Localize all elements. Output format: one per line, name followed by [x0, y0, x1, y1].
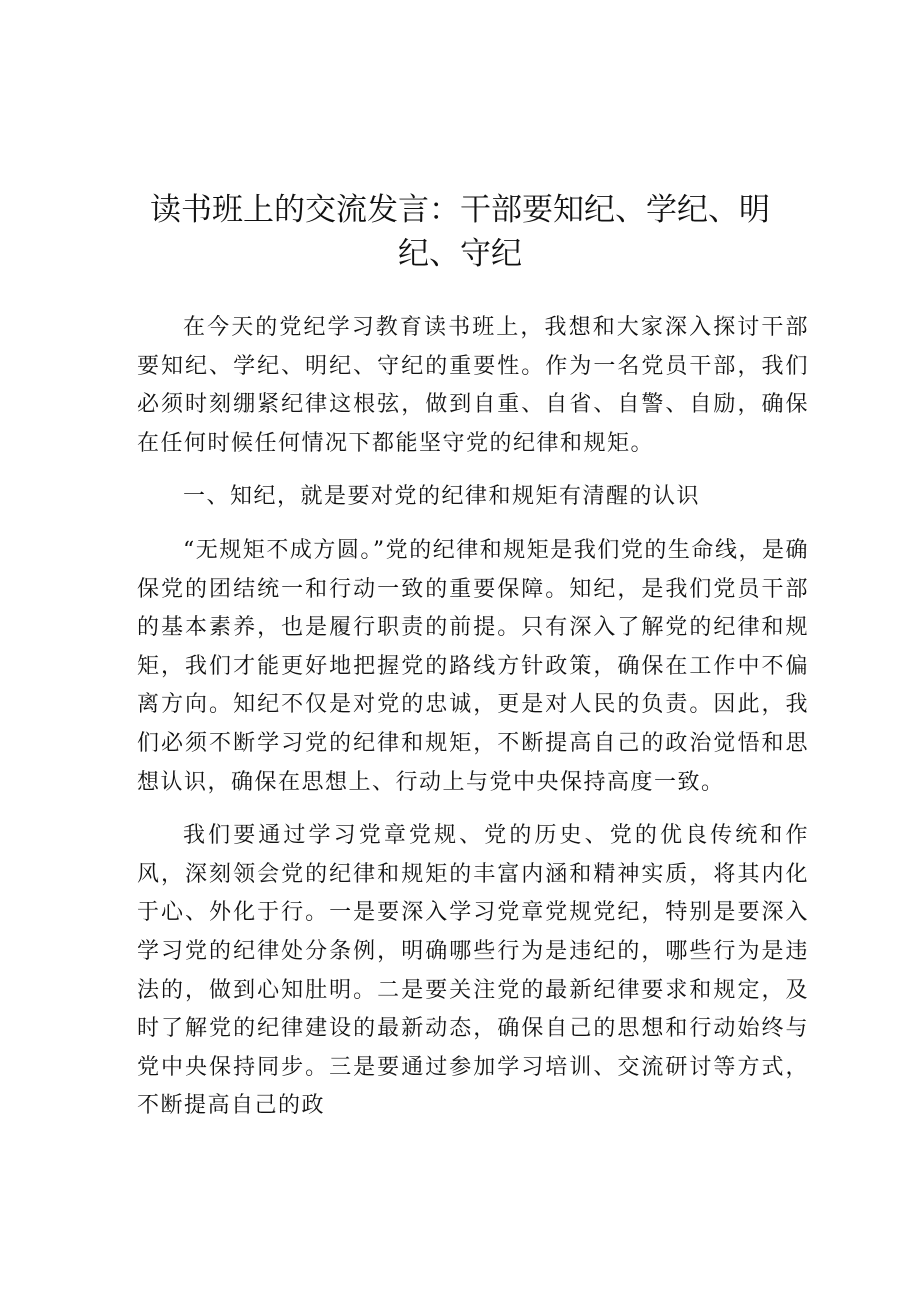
section-heading: 一、知纪，就是要对党的纪律和规矩有清醒的认识: [183, 484, 701, 510]
document-title: 读书班上的交流发言：干部要知纪、学纪、明纪、守纪: [150, 192, 770, 272]
document-body: [137, 309, 809, 1141]
body-paragraph: 我们要通过学习党章党规、党的历史、党的优良传统和作风，深刻领会党的纪律和规矩的丰富内涵和精神实质，将其内化于心、外化于行。一是要深入学习党章党规党纪，特别是要深入学习党的纪律处分条例，明确哪些行为是违纪的，哪些行为是违法的，做到心知肚明。二是要关注党的最新纪律要求和规定，及时了解党的纪律建设的最新动态，确保自己的思想和行动始终与党中央保持同步。三是要通过参加学习培训、交流研讨等方式，不断提高自己的政: [137, 823, 809, 1119]
body-paragraph: “无规矩不成方圆。”党的纪律和规矩是我们党的生命线，是确保党的团结统一和行动一致的重要保障。知纪，是我们党员干部的基本素养，也是履行职责的前提。只有深入了解党的纪律和规矩，我们才能更好地把握党的路线方针政策，确保在工作中不偏离方向。知纪不仅是对党的忠诚，更是对人民的负责。因此，我们必须不断学习党的纪律和规矩，不断提高自己的政治觉悟和思想认识，确保在思想上、行动上与党中央保持高度一致。: [137, 537, 809, 795]
intro-paragraph: 在今天的党纪学习教育读书班上，我想和大家深入探讨干部要知纪、学纪、明纪、守纪的重要性。作为一名党员干部，我们必须时刻绷紧纪律这根弦，做到自重、自省、自警、自励，确保在任何时候任何情况下都能坚守党的纪律和规矩。: [137, 315, 809, 456]
